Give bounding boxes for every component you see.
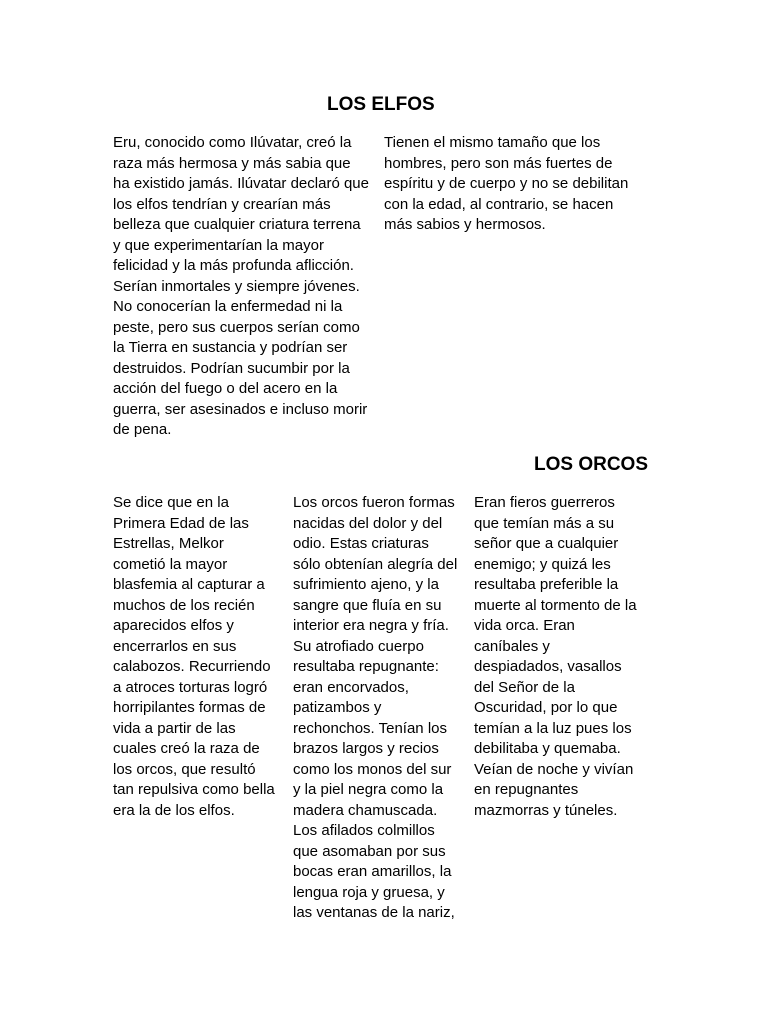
orcos-paragraph-2: Los orcos fueron formas nacidas del dolor y del odio. Estas criaturas sólo obtenían alegría del sufrimiento ajeno, y la sangre que fluía en su interior era negra y fría. Su atrofiado cuerpo resultaba repugnante: eran encorvados, patizambos y rechonchos. Tenían los brazos largos y recios como los monos del sur y la piel negra como la madera chamuscada. Los afilados colmillos que asomaban por sus bocas eran amarillos, la lengua roja y gruesa, y las ventanas de la nariz, (293, 494, 458, 921)
section-title-orcos: LOS ORCOS (534, 454, 649, 475)
orcos-paragraph-1: Se dice que en la Primera Edad de las Estrellas, Melkor cometió la mayor blasfemia al capturar a muchos de los recién aparecidos elfos y encerrarlos en sus calabozos. Recurriendo a atroces torturas logró horripilantes formas de vida a partir de las cuales creó la raza de los orcos, que resultó tan repulsiva como bella era la de los elfos. (113, 494, 275, 819)
elfos-paragraph-2: Tienen el mismo tamaño que los hombres, pero son más fuertes de espíritu y de cuerpo y no se debilitan con la edad, al contrario, se hacen más sabios y hermosos. (384, 134, 629, 233)
elfos-paragraph-1: Eru, conocido como Ilúvatar, creó la raza más hermosa y más sabia que ha existido jamás. Ilúvatar declaró que los elfos tendrían y crearían más belleza que cualquier criatura terrena y que experimentarían la mayor felicidad y la más profunda aflicción. Serían inmortales y siempre jóvenes. No conocerían la enfermedad ni la peste, pero sus cuerpos serían como la Tierra en sustancia y podrían ser destruidos. Podrían sucumbir por la acción del fuego o del acero en la guerra, ser asesinados e incluso morir de pena. (113, 134, 369, 438)
orcos-paragraph-3: Eran fieros guerreros que temían más a su señor que a cualquier enemigo; y quizá les resultaba preferible la muerte al tormento de la vida orca. Eran caníbales y despiadados, vasallos del Señor de la Oscuridad, por lo que temían a la luz pues los debilitaba y quemaba. Veían de noche y vivían en repugnantes mazmorras y túneles. (474, 494, 637, 819)
section-title-elfos: LOS ELFOS (327, 94, 435, 115)
